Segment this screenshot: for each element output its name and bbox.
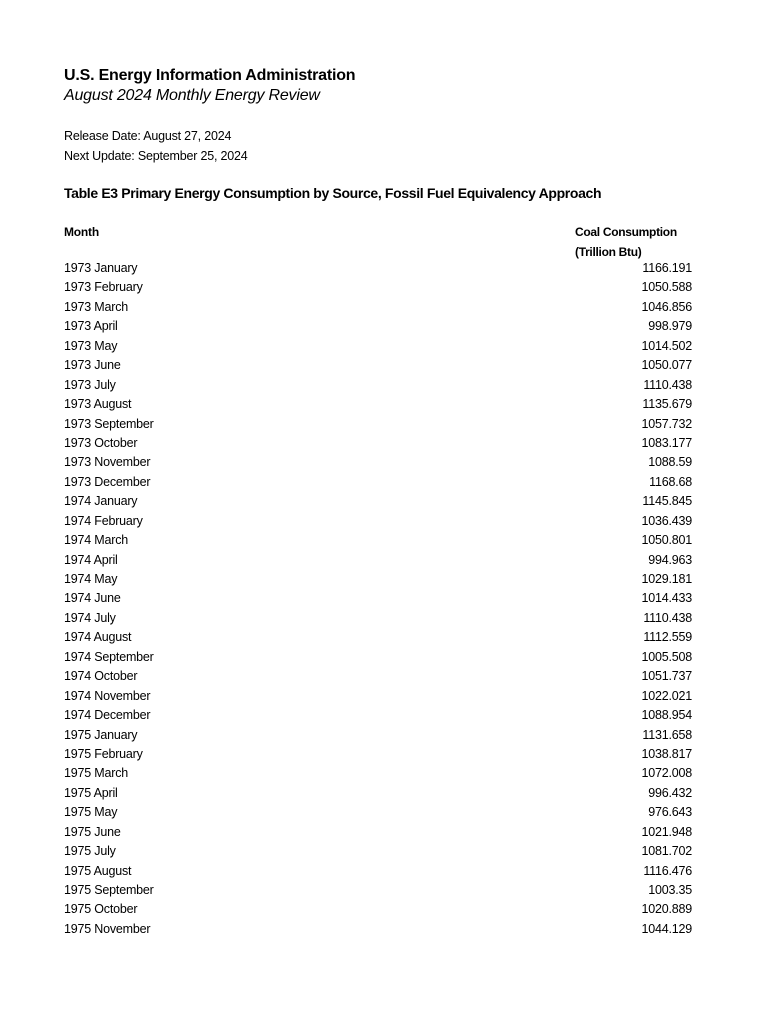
month-cell: 1973 September xyxy=(64,416,154,431)
coal-consumption-cell: 1166.191 xyxy=(642,261,692,275)
column-header-coal-line2: (Trillion Btu) xyxy=(575,244,642,259)
month-cell: 1973 July xyxy=(64,377,116,392)
coal-consumption-cell: 1131.658 xyxy=(642,727,692,742)
table-row xyxy=(64,900,704,919)
table-row xyxy=(64,356,704,375)
table-row xyxy=(64,317,704,336)
table-row xyxy=(64,298,704,317)
month-cell: 1974 March xyxy=(64,533,129,548)
coal-consumption-cell: 1029.181 xyxy=(641,572,692,586)
month-cell: 1974 October xyxy=(64,669,138,684)
coal-consumption-cell: 1088.59 xyxy=(648,455,692,470)
next-update: Next Update: September 25, 2024 xyxy=(64,149,248,163)
table-row xyxy=(64,648,704,667)
table-row xyxy=(64,823,704,842)
month-cell: 1975 June xyxy=(64,824,121,839)
month-cell: 1973 January xyxy=(64,261,138,275)
coal-consumption-cell: 1110.438 xyxy=(643,610,692,625)
coal-consumption-cell: 994.963 xyxy=(648,552,692,567)
table-row xyxy=(64,492,704,511)
month-cell: 1974 February xyxy=(64,513,143,528)
table-row xyxy=(64,706,704,725)
month-cell: 1974 June xyxy=(64,591,121,606)
month-cell: 1973 August xyxy=(64,397,132,412)
coal-consumption-cell: 1014.433 xyxy=(641,591,692,606)
coal-consumption-cell: 1044.129 xyxy=(641,921,692,936)
month-cell: 1974 December xyxy=(64,708,151,723)
month-cell: 1974 August xyxy=(64,630,132,645)
coal-consumption-cell: 1050.588 xyxy=(641,280,692,295)
table-row xyxy=(64,687,704,706)
release-info xyxy=(64,126,704,166)
coal-consumption-cell: 1088.954 xyxy=(641,708,692,723)
month-cell: 1973 June xyxy=(64,358,121,373)
month-cell: 1975 May xyxy=(64,805,118,820)
coal-consumption-cell: 1022.021 xyxy=(641,688,692,703)
coal-consumption-cell: 1110.438 xyxy=(643,377,692,392)
organization-title: U.S. Energy Information Administration xyxy=(64,67,356,84)
coal-consumption-cell: 1050.801 xyxy=(641,533,692,548)
coal-consumption-cell: 1057.732 xyxy=(641,416,692,431)
table-row xyxy=(64,726,704,745)
table-row xyxy=(64,434,704,453)
report-title: August 2024 Monthly Energy Review xyxy=(64,87,320,104)
coal-consumption-cell: 1003.35 xyxy=(648,883,692,897)
table-row xyxy=(64,842,704,861)
month-cell: 1973 November xyxy=(64,455,151,470)
month-cell: 1973 April xyxy=(64,319,118,334)
coal-consumption-cell: 1014.502 xyxy=(641,338,692,353)
coal-consumption-cell: 1036.439 xyxy=(641,513,692,528)
month-cell: 1975 February xyxy=(64,746,143,761)
coal-consumption-cell: 1116.476 xyxy=(643,863,692,878)
month-cell: 1974 September xyxy=(64,649,154,664)
table-title: Table E3 Primary Energy Consumption by Source, Fossil Fuel Equivalency Approach xyxy=(64,185,602,201)
coal-consumption-cell: 1081.702 xyxy=(641,844,692,859)
month-cell: 1973 February xyxy=(64,280,143,295)
table-row xyxy=(64,920,704,939)
table-row xyxy=(64,531,704,550)
month-cell: 1974 January xyxy=(64,494,138,509)
coal-consumption-cell: 1038.817 xyxy=(641,746,692,761)
table-row xyxy=(64,609,704,628)
month-cell: 1973 December xyxy=(64,474,151,489)
table-row xyxy=(64,473,704,492)
month-cell: 1973 October xyxy=(64,435,138,450)
table-header xyxy=(64,223,704,259)
month-cell: 1975 November xyxy=(64,921,151,936)
coal-consumption-cell: 1021.948 xyxy=(641,824,692,839)
month-cell: 1974 November xyxy=(64,688,151,703)
month-cell: 1975 October xyxy=(64,902,138,917)
coal-consumption-cell: 1005.508 xyxy=(641,649,692,664)
table-row xyxy=(64,862,704,881)
coal-consumption-cell: 998.979 xyxy=(648,319,692,334)
table-row xyxy=(64,881,704,900)
coal-consumption-cell: 1020.889 xyxy=(641,902,692,917)
month-cell: 1974 May xyxy=(64,572,118,586)
coal-consumption-cell: 1046.856 xyxy=(641,299,692,314)
column-header-month: Month xyxy=(64,225,99,239)
table-row xyxy=(64,278,704,297)
table-row xyxy=(64,337,704,356)
table-row xyxy=(64,803,704,822)
coal-consumption-cell: 1145.845 xyxy=(642,494,692,509)
table-row xyxy=(64,376,704,395)
table-row xyxy=(64,551,704,570)
coal-consumption-cell: 1083.177 xyxy=(641,435,692,450)
table-row xyxy=(64,745,704,764)
release-date: Release Date: August 27, 2024 xyxy=(64,129,232,143)
table-row xyxy=(64,667,704,686)
table-row xyxy=(64,784,704,803)
table-row xyxy=(64,415,704,434)
table-row xyxy=(64,589,704,608)
table-body xyxy=(64,259,704,939)
month-cell: 1975 January xyxy=(64,727,138,742)
month-cell: 1973 March xyxy=(64,299,129,314)
coal-consumption-cell: 1051.737 xyxy=(641,669,692,684)
month-cell: 1975 April xyxy=(64,785,118,800)
month-cell: 1975 July xyxy=(64,844,116,859)
coal-consumption-cell: 1112.559 xyxy=(643,630,692,645)
table-row xyxy=(64,512,704,531)
coal-consumption-cell: 1072.008 xyxy=(641,766,692,781)
coal-consumption-cell: 996.432 xyxy=(648,785,692,800)
table-row xyxy=(64,395,704,414)
month-cell: 1975 August xyxy=(64,863,132,878)
column-header-coal-line1: Coal Consumption xyxy=(575,225,677,239)
coal-consumption-cell: 1050.077 xyxy=(641,358,692,373)
table-row xyxy=(64,764,704,783)
month-cell: 1975 March xyxy=(64,766,129,781)
column-header-coal xyxy=(575,223,677,262)
table-row xyxy=(64,628,704,647)
table-row xyxy=(64,453,704,472)
coal-consumption-cell: 1168.68 xyxy=(649,474,692,489)
month-cell: 1974 April xyxy=(64,552,118,567)
document-page xyxy=(64,66,704,939)
month-cell: 1973 May xyxy=(64,338,118,353)
month-cell: 1974 July xyxy=(64,610,116,625)
month-cell: 1975 September xyxy=(64,883,154,897)
coal-consumption-cell: 1135.679 xyxy=(642,397,692,412)
coal-consumption-cell: 976.643 xyxy=(648,805,692,820)
table-row xyxy=(64,259,704,278)
table-row xyxy=(64,570,704,589)
